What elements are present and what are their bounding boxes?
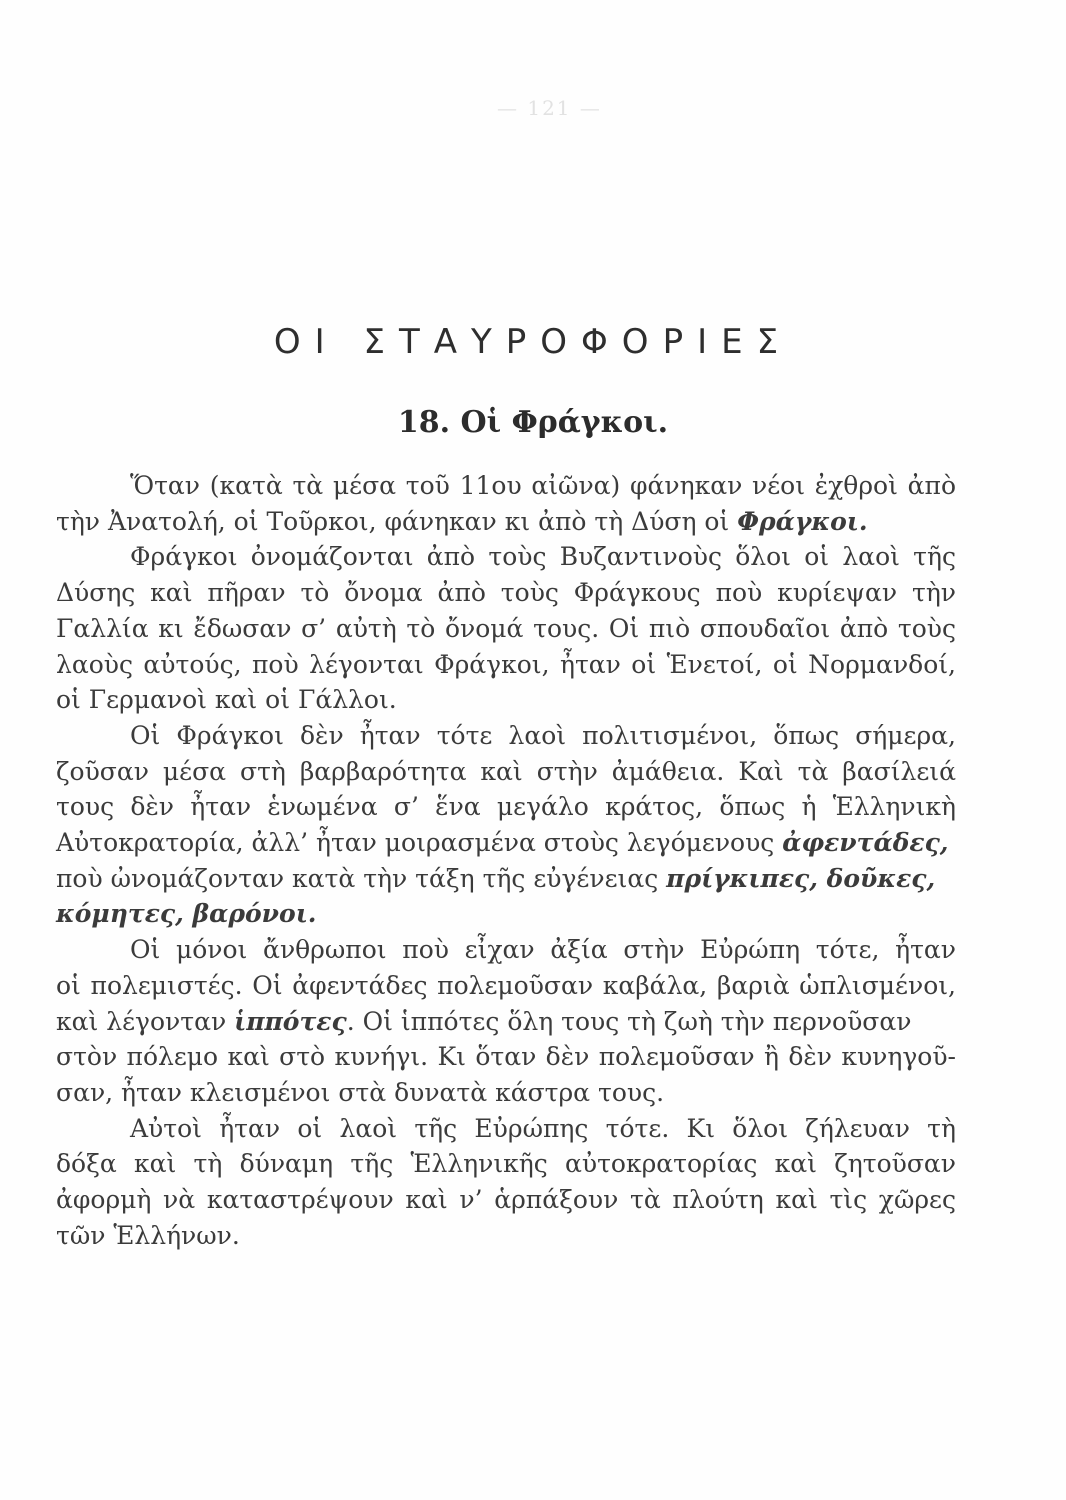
text-line bbox=[56, 1218, 956, 1254]
text-line bbox=[56, 1039, 956, 1075]
text-line bbox=[56, 1146, 956, 1182]
text-line bbox=[56, 575, 956, 611]
page-number: — 121 — bbox=[497, 96, 602, 120]
text-run: Γαλλία κι ἔδωσαν σ’ αὐτὴ τὸ ὄνομά τους. Οἱ πιὸ σπουδαῖοι ἀπὸ τοὺς bbox=[56, 613, 956, 643]
emphasized-term: Φράγκοι. bbox=[737, 506, 868, 536]
text-run: στὸν πόλεμο καὶ στὸ κυνήγι. Κι ὅταν δὲν πολεμοῦσαν ἢ δὲν κυνηγοῦ- bbox=[56, 1042, 956, 1072]
text-run: Φράγκοι ὀνομάζονται ἀπὸ τοὺς Βυζαντινοὺς ὅλοι οἱ λαοὶ τῆς bbox=[130, 542, 956, 572]
emphasized-term: κόμητες, βαρόνοι. bbox=[56, 899, 317, 929]
text-run: σαν, ἦταν κλεισμένοι στὰ δυνατὰ κάστρα τους. bbox=[56, 1077, 665, 1107]
text-line bbox=[56, 968, 956, 1004]
text-run: οἱ πολεμιστές. Οἱ ἀφεντάδες πολεμοῦσαν καβάλα, βαριὰ ὡπλισμένοι, bbox=[56, 970, 956, 1000]
text-line bbox=[56, 468, 956, 504]
paragraph bbox=[56, 468, 956, 539]
paragraph bbox=[56, 539, 956, 718]
text-run: τὴν Ἀνατολή, οἱ Τοῦρκοι, φάνηκαν κι ἀπὸ τὴ Δύση οἱ bbox=[56, 506, 738, 536]
text-line bbox=[56, 1075, 956, 1111]
text-run: Οἱ Φράγκοι δὲν ἦταν τότε λαοὶ πολιτισμένοι, ὅπως σήμερα, bbox=[130, 720, 956, 750]
text-line bbox=[56, 611, 956, 647]
text-line bbox=[56, 718, 956, 754]
text-line bbox=[56, 932, 956, 968]
text-run: ποὺ ὠνομάζονταν κατὰ τὴν τάξη τῆς εὐγένειας bbox=[56, 863, 667, 893]
text-line bbox=[56, 1111, 956, 1147]
text-line bbox=[56, 682, 956, 718]
text-line bbox=[56, 825, 956, 861]
text-run: οἱ Γερμανοὶ καὶ οἱ Γάλλοι. bbox=[56, 685, 397, 715]
text-run: δόξα καὶ τὴ δύναμη τῆς Ἑλληνικῆς αὐτοκρατορίας καὶ ζητοῦσαν bbox=[56, 1149, 956, 1179]
paragraph bbox=[56, 718, 956, 932]
text-run: Δύσης καὶ πῆραν τὸ ὄνομα ἀπὸ τοὺς Φράγκους ποὺ κυρίεψαν τὴν bbox=[56, 578, 956, 608]
text-line bbox=[56, 1004, 956, 1040]
text-line bbox=[56, 754, 956, 790]
text-line bbox=[56, 647, 956, 683]
text-run: τους δὲν ἦταν ἑνωμένα σ’ ἕνα μεγάλο κράτος, ὅπως ἡ Ἑλληνικὴ bbox=[56, 792, 956, 822]
paragraph bbox=[56, 1111, 956, 1254]
text-run: Οἱ μόνοι ἄνθρωποι ποὺ εἶχαν ἀξία στὴν Εὐρώπη τότε, ἦταν bbox=[130, 935, 956, 965]
text-run: ζοῦσαν μέσα στὴ βαρβαρότητα καὶ στὴν ἀμάθεια. Καὶ τὰ βασίλειά bbox=[56, 756, 956, 786]
text-run: τῶν Ἑλλήνων. bbox=[56, 1220, 240, 1250]
text-line bbox=[56, 789, 956, 825]
text-run: . Οἱ ἱππότες ὅλη τους τὴ ζωὴ τὴν περνοῦσαν bbox=[346, 1006, 912, 1036]
emphasized-term: ἀφεντάδες, bbox=[782, 828, 949, 858]
emphasized-term: ἱππότες bbox=[234, 1006, 347, 1036]
text-run: Αὐτοκρατορία, ἀλλ’ ἦταν μοιρασμένα στοὺς λεγόμενους bbox=[56, 828, 783, 858]
section-title: 18. Οἱ Φράγκοι. bbox=[397, 405, 669, 440]
text-run: Αὐτοὶ ἦταν οἱ λαοὶ τῆς Εὐρώπης τότε. Κι ὅλοι ζήλευαν τὴ bbox=[130, 1113, 956, 1143]
paragraph bbox=[56, 932, 956, 1111]
text-line bbox=[56, 1182, 956, 1218]
text-run: καὶ λέγονταν bbox=[56, 1006, 235, 1036]
text-line bbox=[56, 896, 956, 932]
text-line bbox=[56, 504, 956, 540]
text-line bbox=[56, 861, 956, 897]
body-text bbox=[56, 468, 956, 1253]
emphasized-term: πρίγκιπες, δοῦκες, bbox=[666, 863, 936, 893]
text-run: λαοὺς αὐτούς, ποὺ λέγονται Φράγκοι, ἦταν οἱ Ἑνετοί, οἱ Νορμανδοί, bbox=[56, 649, 956, 679]
text-run: ἀφορμὴ νὰ καταστρέψουν καὶ ν’ ἁρπάξουν τὰ πλούτη καὶ τὶς χῶρες bbox=[56, 1185, 956, 1215]
text-line bbox=[56, 539, 956, 575]
chapter-title: ΟΙ ΣΤΑΥΡΟΦΟΡΙΕΣ bbox=[273, 322, 793, 362]
text-run: Ὅταν (κατὰ τὰ μέσα τοῦ 11ου αἰῶνα) φάνηκαν νέοι ἐχθροὶ ἀπὸ bbox=[130, 471, 956, 500]
